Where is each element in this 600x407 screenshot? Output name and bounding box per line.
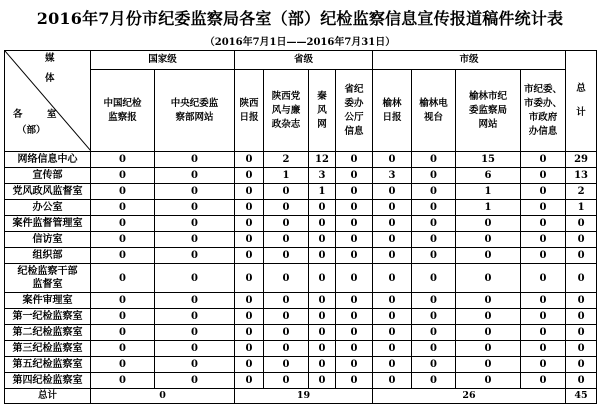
table-row xyxy=(5,325,597,341)
cell-value: 0 xyxy=(91,248,155,264)
table-row xyxy=(5,357,597,373)
cell-value: 0 xyxy=(412,309,456,325)
column-header-line: 风与廉 xyxy=(271,104,301,116)
cell-value: 0 xyxy=(373,232,412,248)
cell-value: 0 xyxy=(235,248,264,264)
column-header-line: 市政府 xyxy=(528,111,558,123)
row-total: 0 xyxy=(566,232,597,248)
column-header-line: 榆林 xyxy=(382,97,402,109)
column-header-6 xyxy=(336,70,373,152)
cell-value: 0 xyxy=(235,200,264,216)
cell-value: 2 xyxy=(264,152,309,168)
totals-row xyxy=(5,389,597,404)
table-row xyxy=(5,168,597,184)
cell-value: 0 xyxy=(456,309,521,325)
cell-value: 0 xyxy=(235,357,264,373)
column-header-line: 中央纪委监 xyxy=(170,97,219,109)
cell-value: 0 xyxy=(264,200,309,216)
column-header-line: 市委办、 xyxy=(524,97,563,109)
row-dept-name: 案件审理室 xyxy=(5,293,91,309)
cell-value: 0 xyxy=(336,248,373,264)
cell-value: 0 xyxy=(521,232,566,248)
totals-grand: 45 xyxy=(566,389,597,404)
cell-value: 0 xyxy=(155,373,235,389)
column-header-10 xyxy=(521,70,566,152)
cell-value: 0 xyxy=(336,373,373,389)
column-header-line: 视台 xyxy=(424,111,444,123)
row-total: 13 xyxy=(566,168,597,184)
cell-value: 0 xyxy=(309,357,336,373)
cell-value: 0 xyxy=(412,357,456,373)
row-dept-name: 组织部 xyxy=(5,248,91,264)
cell-value: 0 xyxy=(309,373,336,389)
corner-media-1: 媒 xyxy=(45,53,55,64)
cell-value: 1 xyxy=(456,184,521,200)
column-header-line: 榆林电 xyxy=(419,97,448,109)
cell-value: 0 xyxy=(235,341,264,357)
cell-value: 0 xyxy=(235,184,264,200)
row-total: 0 xyxy=(566,248,597,264)
cell-value: 0 xyxy=(309,309,336,325)
cell-value: 0 xyxy=(456,264,521,293)
table-row xyxy=(5,216,597,232)
cell-value: 0 xyxy=(91,341,155,357)
corner-dept-1: 各 xyxy=(13,109,23,120)
cell-value: 0 xyxy=(91,152,155,168)
corner-media-2: 体 xyxy=(45,73,55,84)
cell-value: 0 xyxy=(373,248,412,264)
cell-value: 0 xyxy=(456,232,521,248)
row-dept-name: 第一纪检监察室 xyxy=(5,309,91,325)
column-header-row xyxy=(5,70,597,152)
column-header-line: 察部网站 xyxy=(175,111,214,123)
corner-dept-3: （部） xyxy=(17,125,46,136)
cell-value: 0 xyxy=(91,309,155,325)
cell-value: 0 xyxy=(309,216,336,232)
column-header-line: 信息 xyxy=(344,125,364,137)
row-dept-name-line: 纪检监察干部 xyxy=(17,266,78,277)
cell-value: 0 xyxy=(521,184,566,200)
cell-value: 0 xyxy=(456,373,521,389)
cell-value: 0 xyxy=(235,309,264,325)
column-header-line: 日报 xyxy=(382,111,402,123)
cell-value: 0 xyxy=(412,152,456,168)
column-header-line: 政杂志 xyxy=(271,118,301,130)
column-header-4 xyxy=(264,70,309,152)
cell-value: 0 xyxy=(235,216,264,232)
table-row xyxy=(5,264,597,293)
cell-value: 12 xyxy=(309,152,336,168)
cell-value: 0 xyxy=(412,264,456,293)
row-total: 0 xyxy=(566,341,597,357)
column-header-5 xyxy=(309,70,336,152)
total-header xyxy=(566,51,597,152)
cell-value: 0 xyxy=(155,357,235,373)
column-header-line: 网站 xyxy=(478,118,498,130)
cell-value: 0 xyxy=(373,152,412,168)
row-total: 0 xyxy=(566,216,597,232)
cell-value: 0 xyxy=(155,293,235,309)
cell-value: 0 xyxy=(264,248,309,264)
cell-value: 0 xyxy=(336,200,373,216)
cell-value: 0 xyxy=(336,357,373,373)
cell-value: 0 xyxy=(235,168,264,184)
cell-value: 0 xyxy=(235,293,264,309)
cell-value: 0 xyxy=(412,248,456,264)
column-header-7 xyxy=(373,70,412,152)
cell-value: 0 xyxy=(264,293,309,309)
corner-header xyxy=(5,51,91,152)
cell-value: 0 xyxy=(264,341,309,357)
date-range: （2016年7月1日——2016年7月31日） xyxy=(204,37,396,48)
cell-value: 0 xyxy=(521,293,566,309)
cell-value: 0 xyxy=(309,232,336,248)
cell-value: 0 xyxy=(373,357,412,373)
column-header-line: 监察报 xyxy=(108,111,137,123)
cell-value: 0 xyxy=(373,325,412,341)
cell-value: 0 xyxy=(155,152,235,168)
cell-value: 0 xyxy=(521,216,566,232)
column-header-line: 网 xyxy=(317,118,327,130)
column-header-line: 中国纪检 xyxy=(103,97,142,109)
cell-value: 0 xyxy=(336,232,373,248)
row-dept-name: 第四纪检监察室 xyxy=(5,373,91,389)
cell-value: 0 xyxy=(264,232,309,248)
column-header-line: 风 xyxy=(317,104,327,116)
cell-value: 0 xyxy=(521,309,566,325)
group-provincial: 省级 xyxy=(235,51,373,70)
table-row xyxy=(5,293,597,309)
cell-value: 0 xyxy=(521,325,566,341)
cell-value: 0 xyxy=(336,341,373,357)
cell-value: 0 xyxy=(235,325,264,341)
cell-value: 0 xyxy=(91,357,155,373)
column-header-line: 榆林市纪 xyxy=(469,90,508,102)
cell-value: 0 xyxy=(336,264,373,293)
cell-value: 0 xyxy=(521,200,566,216)
table-row xyxy=(5,373,597,389)
cell-value: 3 xyxy=(373,168,412,184)
cell-value: 0 xyxy=(264,373,309,389)
cell-value: 0 xyxy=(91,168,155,184)
column-header-9 xyxy=(456,70,521,152)
cell-value: 0 xyxy=(309,248,336,264)
cell-value: 0 xyxy=(336,184,373,200)
table-row xyxy=(5,341,597,357)
cell-value: 0 xyxy=(336,216,373,232)
cell-value: 0 xyxy=(456,216,521,232)
cell-value: 0 xyxy=(91,373,155,389)
cell-value: 0 xyxy=(155,168,235,184)
table-row xyxy=(5,248,597,264)
column-header-line: 陕西党 xyxy=(271,90,301,102)
cell-value: 0 xyxy=(373,264,412,293)
cell-value: 0 xyxy=(91,325,155,341)
cell-value: 0 xyxy=(521,357,566,373)
cell-value: 1 xyxy=(264,168,309,184)
row-dept-name: 第二纪检监察室 xyxy=(5,325,91,341)
row-total: 0 xyxy=(566,325,597,341)
cell-value: 0 xyxy=(309,200,336,216)
cell-value: 0 xyxy=(309,341,336,357)
cell-value: 0 xyxy=(264,309,309,325)
cell-value: 0 xyxy=(235,152,264,168)
column-header-1 xyxy=(91,70,155,152)
cell-value: 0 xyxy=(456,341,521,357)
row-total: 1 xyxy=(566,200,597,216)
row-dept-name xyxy=(5,264,91,293)
cell-value: 0 xyxy=(155,341,235,357)
cell-value: 0 xyxy=(235,232,264,248)
column-header-line: 秦 xyxy=(317,90,327,102)
row-total: 0 xyxy=(566,309,597,325)
cell-value: 0 xyxy=(91,264,155,293)
cell-value: 15 xyxy=(456,152,521,168)
cell-value: 0 xyxy=(336,168,373,184)
cell-value: 0 xyxy=(373,184,412,200)
cell-value: 0 xyxy=(521,264,566,293)
column-header-2 xyxy=(155,70,235,152)
row-total: 2 xyxy=(566,184,597,200)
cell-value: 0 xyxy=(373,373,412,389)
cell-value: 0 xyxy=(412,216,456,232)
cell-value: 0 xyxy=(521,168,566,184)
cell-value: 0 xyxy=(412,293,456,309)
cell-value: 0 xyxy=(91,200,155,216)
cell-value: 0 xyxy=(155,325,235,341)
column-header-8 xyxy=(412,70,456,152)
column-header-line: 陕西 xyxy=(239,97,259,109)
cell-value: 0 xyxy=(155,264,235,293)
cell-value: 0 xyxy=(309,293,336,309)
column-header-line: 市纪委、 xyxy=(524,83,563,95)
table-row xyxy=(5,200,597,216)
cell-value: 0 xyxy=(264,357,309,373)
cell-value: 0 xyxy=(309,325,336,341)
row-total: 0 xyxy=(566,293,597,309)
cell-value: 0 xyxy=(412,325,456,341)
column-header-line: 办信息 xyxy=(528,125,558,137)
cell-value: 0 xyxy=(373,200,412,216)
cell-value: 0 xyxy=(235,373,264,389)
cell-value: 0 xyxy=(336,309,373,325)
cell-value: 1 xyxy=(456,200,521,216)
cell-value: 0 xyxy=(456,248,521,264)
group-national: 国家级 xyxy=(91,51,235,70)
column-header-line: 公厅 xyxy=(344,111,364,123)
table-row xyxy=(5,232,597,248)
row-total: 0 xyxy=(566,357,597,373)
cell-value: 0 xyxy=(456,293,521,309)
cell-value: 0 xyxy=(336,293,373,309)
corner-dept-2: 室 xyxy=(47,109,57,120)
row-total: 0 xyxy=(566,264,597,293)
cell-value: 0 xyxy=(456,357,521,373)
cell-value: 0 xyxy=(155,232,235,248)
column-header-line: 委监察局 xyxy=(469,104,508,116)
cell-value: 0 xyxy=(91,293,155,309)
row-dept-name: 办公室 xyxy=(5,200,91,216)
column-header-line: 委办 xyxy=(344,97,364,109)
cell-value: 0 xyxy=(373,341,412,357)
cell-value: 0 xyxy=(412,373,456,389)
cell-value: 0 xyxy=(336,152,373,168)
group-city: 市级 xyxy=(373,51,566,70)
cell-value: 0 xyxy=(91,216,155,232)
column-header-line: 日报 xyxy=(239,111,259,123)
cell-value: 0 xyxy=(521,248,566,264)
cell-value: 0 xyxy=(412,168,456,184)
cell-value: 0 xyxy=(336,325,373,341)
cell-value: 0 xyxy=(412,184,456,200)
cell-value: 0 xyxy=(412,341,456,357)
row-dept-name: 宣传部 xyxy=(5,168,91,184)
cell-value: 0 xyxy=(155,309,235,325)
header-group-row xyxy=(5,51,597,70)
table-row xyxy=(5,184,597,200)
cell-value: 0 xyxy=(309,264,336,293)
totals-national: 0 xyxy=(91,389,235,404)
cell-value: 0 xyxy=(264,264,309,293)
cell-value: 6 xyxy=(456,168,521,184)
cell-value: 0 xyxy=(373,293,412,309)
cell-value: 0 xyxy=(264,325,309,341)
row-total: 29 xyxy=(566,152,597,168)
table-row xyxy=(5,152,597,168)
totals-city: 26 xyxy=(373,389,566,404)
cell-value: 0 xyxy=(235,264,264,293)
totals-provincial: 19 xyxy=(235,389,373,404)
cell-value: 0 xyxy=(155,216,235,232)
page-title: 2016年7月份市纪委监察局各室（部）纪检监察信息宣传报道稿件统计表 xyxy=(36,9,564,28)
cell-value: 0 xyxy=(264,216,309,232)
row-dept-name: 网络信息中心 xyxy=(5,152,91,168)
column-header-3 xyxy=(235,70,264,152)
cell-value: 0 xyxy=(521,373,566,389)
row-total: 0 xyxy=(566,373,597,389)
cell-value: 0 xyxy=(91,184,155,200)
cell-value: 0 xyxy=(264,184,309,200)
total-header-text: 总计 xyxy=(576,83,586,118)
table-row xyxy=(5,309,597,325)
cell-value: 1 xyxy=(309,184,336,200)
cell-value: 0 xyxy=(412,232,456,248)
cell-value: 0 xyxy=(412,200,456,216)
row-dept-name-line: 监督室 xyxy=(32,279,63,290)
cell-value: 0 xyxy=(373,309,412,325)
row-dept-name: 第五纪检监察室 xyxy=(5,357,91,373)
report-table xyxy=(4,50,597,404)
cell-value: 0 xyxy=(91,232,155,248)
column-header-line: 省纪 xyxy=(344,83,364,95)
cell-value: 0 xyxy=(521,341,566,357)
cell-value: 0 xyxy=(373,216,412,232)
cell-value: 0 xyxy=(456,325,521,341)
cell-value: 0 xyxy=(521,152,566,168)
row-dept-name: 信访室 xyxy=(5,232,91,248)
row-dept-name: 案件监督管理室 xyxy=(5,216,91,232)
cell-value: 3 xyxy=(309,168,336,184)
cell-value: 0 xyxy=(155,200,235,216)
row-dept-name: 党风政风监督室 xyxy=(5,184,91,200)
totals-label: 总计 xyxy=(5,389,91,404)
row-dept-name: 第三纪检监察室 xyxy=(5,341,91,357)
cell-value: 0 xyxy=(155,248,235,264)
cell-value: 0 xyxy=(155,184,235,200)
